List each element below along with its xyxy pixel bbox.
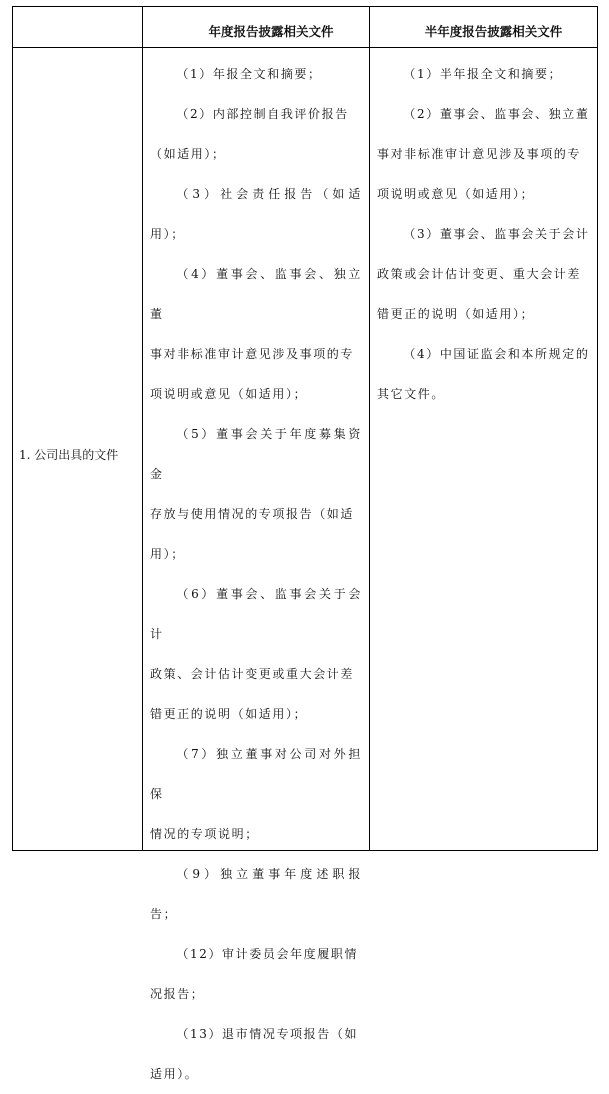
annual-documents-list — [150, 54, 362, 1094]
annual-item-7: （7）独立董事对公司对外担保 情况的专项说明； — [150, 747, 362, 841]
column-divider-1 — [142, 6, 143, 851]
annual-item-13: （13）退市情况专项报告（如 适用）。 — [150, 1027, 359, 1081]
annual-item-9: （9）独立董事年度述职报告； — [150, 867, 362, 921]
table-border-top — [12, 6, 598, 7]
annual-item-1: （1）年报全文和摘要； — [176, 67, 322, 81]
table-border-right — [597, 6, 598, 851]
annual-item-4: （4）董事会、监事会、独立董 事对非标准审计意见涉及事项的专 项说明或意见（如适用）； — [150, 267, 362, 401]
annual-item-3: （3）社会责任报告（如适用）； — [150, 187, 362, 241]
header-divider — [12, 47, 598, 48]
annual-item-12: （12）审计委员会年度履职情 况报告； — [150, 947, 359, 1001]
table-border-left — [12, 6, 13, 851]
row-label-company-documents: 1. 公司出具的文件 — [19, 448, 119, 462]
annual-item-6: （6）董事会、监事会关于会计 政策、会计估计变更或重大会计差 错更正的说明（如适用）； — [150, 587, 362, 721]
annual-item-5: （5）董事会关于年度募集资金 存放与使用情况的专项报告（如适 用）； — [150, 427, 362, 561]
semiannual-item-1: （1）半年报全文和摘要； — [403, 67, 563, 81]
header-semiannual-report: 半年度报告披露相关文件 — [424, 24, 563, 39]
column-divider-2 — [369, 6, 370, 851]
semiannual-item-2: （2）董事会、监事会、独立董 事对非标准审计意见涉及事项的专 项说明或意见（如适用）； — [377, 107, 590, 201]
semiannual-item-4: （4）中国证监会和本所规定的 其它文件。 — [377, 347, 590, 401]
annual-item-2: （2）内部控制自我评价报告 （如适用）； — [150, 107, 349, 161]
header-annual-report: 年度报告披露相关文件 — [208, 24, 334, 39]
semiannual-documents-list — [377, 54, 590, 414]
semiannual-item-3: （3）董事会、监事会关于会计 政策或会计估计变更、重大会计差 错更正的说明（如适用）； — [377, 227, 590, 321]
